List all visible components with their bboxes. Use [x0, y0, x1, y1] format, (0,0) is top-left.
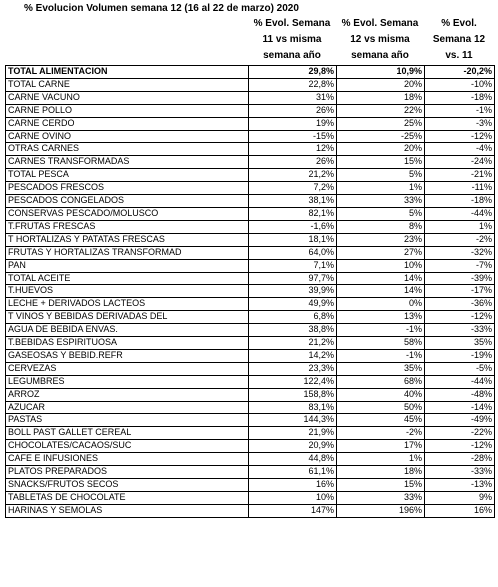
cell-week12: 1% — [337, 453, 425, 466]
cell-delta: -39% — [425, 272, 495, 285]
cell-week11: 82,1% — [249, 207, 337, 220]
row-label: CONSERVAS PESCADO/MOLUSCO — [6, 207, 249, 220]
header-line: 12 vs misma — [350, 34, 410, 45]
table-row — [6, 401, 495, 414]
cell-week11: 7,1% — [249, 259, 337, 272]
cell-week12: 22% — [337, 104, 425, 117]
header-line: % Evol. — [441, 18, 477, 29]
table-row — [6, 375, 495, 388]
header-line: semana año — [351, 50, 409, 61]
cell-delta: -24% — [425, 156, 495, 169]
cell-delta: -20,2% — [425, 66, 495, 79]
row-label: T HORTALIZAS Y PATATAS FRESCAS — [6, 233, 249, 246]
row-label: CERVEZAS — [6, 362, 249, 375]
cell-week12: 10,9% — [337, 66, 425, 79]
cell-week11: 97,7% — [249, 272, 337, 285]
row-label: AGUA DE BEBIDA ENVAS. — [6, 324, 249, 337]
table-row — [6, 195, 495, 208]
row-label: BOLL PAST GALLET CEREAL — [6, 427, 249, 440]
table-row — [6, 143, 495, 156]
cell-delta: -17% — [425, 285, 495, 298]
cell-week11: 23,3% — [249, 362, 337, 375]
cell-week12: -1% — [337, 324, 425, 337]
table-row — [6, 78, 495, 91]
row-label: OTRAS CARNES — [6, 143, 249, 156]
cell-week11: 14,2% — [249, 349, 337, 362]
row-label: TABLETAS DE CHOCOLATE — [6, 491, 249, 504]
table-row — [6, 298, 495, 311]
row-label: PASTAS — [6, 414, 249, 427]
row-label: TOTAL PESCA — [6, 169, 249, 182]
row-label: T VINOS Y BEBIDAS DERIVADAS DEL — [6, 311, 249, 324]
table-row — [6, 207, 495, 220]
cell-week11: 49,9% — [249, 298, 337, 311]
cell-delta: -22% — [425, 427, 495, 440]
column-header-1 — [248, 16, 336, 64]
table-row — [6, 285, 495, 298]
cell-delta: -44% — [425, 375, 495, 388]
cell-week12: 15% — [337, 156, 425, 169]
cell-delta: 16% — [425, 504, 495, 517]
cell-week12: 8% — [337, 220, 425, 233]
cell-week12: 14% — [337, 285, 425, 298]
cell-week12: 5% — [337, 207, 425, 220]
cell-week12: 17% — [337, 440, 425, 453]
cell-week12: 1% — [337, 182, 425, 195]
header-line: vs. 11 — [445, 50, 473, 61]
cell-delta: -4% — [425, 143, 495, 156]
cell-week11: 19% — [249, 117, 337, 130]
row-label: SNACKS/FRUTOS SECOS — [6, 479, 249, 492]
cell-week11: 83,1% — [249, 401, 337, 414]
row-label: LEGUMBRES — [6, 375, 249, 388]
row-label: FRUTAS Y HORTALIZAS TRANSFORMAD — [6, 246, 249, 259]
cell-delta: -18% — [425, 91, 495, 104]
cell-week12: 5% — [337, 169, 425, 182]
cell-week11: 12% — [249, 143, 337, 156]
table-row — [6, 91, 495, 104]
cell-delta: -33% — [425, 466, 495, 479]
row-label: T.FRUTAS FRESCAS — [6, 220, 249, 233]
cell-week11: 7,2% — [249, 182, 337, 195]
cell-delta: -1% — [425, 104, 495, 117]
cell-week12: -1% — [337, 349, 425, 362]
table-body — [6, 66, 495, 518]
cell-delta: -11% — [425, 182, 495, 195]
report-title: % Evolucion Volumen semana 12 (16 al 22 de marzo) 2020 — [24, 3, 299, 14]
row-label: CARNE POLLO — [6, 104, 249, 117]
cell-week12: 23% — [337, 233, 425, 246]
table-row — [6, 156, 495, 169]
cell-week12: 58% — [337, 337, 425, 350]
cell-delta: -10% — [425, 78, 495, 91]
cell-week12: 33% — [337, 491, 425, 504]
cell-delta: -44% — [425, 207, 495, 220]
header-line: % Evol. Semana — [341, 18, 419, 29]
cell-delta: -3% — [425, 117, 495, 130]
cell-week12: 35% — [337, 362, 425, 375]
header-line: semana año — [263, 50, 321, 61]
cell-delta: -13% — [425, 479, 495, 492]
cell-week11: 10% — [249, 491, 337, 504]
cell-week11: 21,2% — [249, 169, 337, 182]
table-row — [6, 479, 495, 492]
cell-week11: 144,3% — [249, 414, 337, 427]
cell-week12: 10% — [337, 259, 425, 272]
cell-week12: 45% — [337, 414, 425, 427]
table-row — [6, 117, 495, 130]
cell-delta: -12% — [425, 311, 495, 324]
table-row — [6, 466, 495, 479]
row-label: HARINAS Y SEMOLAS — [6, 504, 249, 517]
table-row — [6, 220, 495, 233]
table-row — [6, 337, 495, 350]
row-label: T.HUEVOS — [6, 285, 249, 298]
cell-delta: -19% — [425, 349, 495, 362]
row-label: CHOCOLATES/CACAOS/SUC — [6, 440, 249, 453]
table-row — [6, 311, 495, 324]
row-label: PLATOS PREPARADOS — [6, 466, 249, 479]
cell-delta: -7% — [425, 259, 495, 272]
column-header-2 — [336, 16, 424, 64]
table-row — [6, 246, 495, 259]
cell-week11: 61,1% — [249, 466, 337, 479]
cell-week12: -25% — [337, 130, 425, 143]
cell-week11: 39,9% — [249, 285, 337, 298]
cell-delta: -2% — [425, 233, 495, 246]
cell-week12: 68% — [337, 375, 425, 388]
row-label: GASEOSAS Y BEBID.REFR — [6, 349, 249, 362]
row-label: LECHE + DERIVADOS LACTEOS — [6, 298, 249, 311]
table-row — [6, 362, 495, 375]
cell-week11: 38,8% — [249, 324, 337, 337]
cell-week11: 158,8% — [249, 388, 337, 401]
table-row — [6, 427, 495, 440]
cell-delta: -33% — [425, 324, 495, 337]
cell-week12: 50% — [337, 401, 425, 414]
row-label: TOTAL ACEITE — [6, 272, 249, 285]
cell-week12: 196% — [337, 504, 425, 517]
cell-week12: 40% — [337, 388, 425, 401]
cell-delta: -12% — [425, 130, 495, 143]
cell-week12: 13% — [337, 311, 425, 324]
cell-week11: 6,8% — [249, 311, 337, 324]
cell-delta: -14% — [425, 401, 495, 414]
cell-delta: -48% — [425, 388, 495, 401]
cell-delta: -28% — [425, 453, 495, 466]
table-row — [6, 169, 495, 182]
table-row — [6, 272, 495, 285]
table-row — [6, 182, 495, 195]
row-label: CAFE E INFUSIONES — [6, 453, 249, 466]
cell-delta: -32% — [425, 246, 495, 259]
cell-delta: 1% — [425, 220, 495, 233]
table-row — [6, 440, 495, 453]
table-row — [6, 414, 495, 427]
cell-delta: -21% — [425, 169, 495, 182]
row-label: PAN — [6, 259, 249, 272]
cell-week11: 64,0% — [249, 246, 337, 259]
table-row — [6, 491, 495, 504]
row-label: AZUCAR — [6, 401, 249, 414]
table-row — [6, 66, 495, 79]
cell-week11: 16% — [249, 479, 337, 492]
row-label: ARROZ — [6, 388, 249, 401]
row-label: TOTAL ALIMENTACION — [6, 66, 249, 79]
table-row — [6, 349, 495, 362]
cell-week12: 25% — [337, 117, 425, 130]
cell-week11: 122,4% — [249, 375, 337, 388]
table-row — [6, 130, 495, 143]
cell-week12: 0% — [337, 298, 425, 311]
cell-week11: 44,8% — [249, 453, 337, 466]
cell-delta: -5% — [425, 362, 495, 375]
column-header-3 — [424, 16, 494, 64]
cell-week11: 29,8% — [249, 66, 337, 79]
table-row — [6, 388, 495, 401]
row-label: T.BEBIDAS ESPIRITUOSA — [6, 337, 249, 350]
header-line: Semana 12 — [432, 34, 486, 45]
volume-table — [5, 65, 495, 518]
cell-delta: -49% — [425, 414, 495, 427]
cell-week12: 20% — [337, 78, 425, 91]
cell-delta: -36% — [425, 298, 495, 311]
header-line: % Evol. Semana — [253, 18, 331, 29]
table-row — [6, 324, 495, 337]
cell-week12: 33% — [337, 195, 425, 208]
cell-week11: 38,1% — [249, 195, 337, 208]
table-row — [6, 233, 495, 246]
table-row — [6, 453, 495, 466]
row-label: CARNE VACUNO — [6, 91, 249, 104]
row-label: CARNES TRANSFORMADAS — [6, 156, 249, 169]
cell-week11: 20,9% — [249, 440, 337, 453]
row-label: CARNE CERDO — [6, 117, 249, 130]
cell-week11: 18,1% — [249, 233, 337, 246]
cell-week11: 26% — [249, 104, 337, 117]
cell-week11: 26% — [249, 156, 337, 169]
row-label: TOTAL CARNE — [6, 78, 249, 91]
cell-week11: 31% — [249, 91, 337, 104]
table-row — [6, 504, 495, 517]
row-label: CARNE OVINO — [6, 130, 249, 143]
header-line: 11 vs misma — [262, 34, 322, 45]
row-label: PESCADOS CONGELADOS — [6, 195, 249, 208]
cell-week12: -2% — [337, 427, 425, 440]
cell-week11: -15% — [249, 130, 337, 143]
cell-week11: -1,6% — [249, 220, 337, 233]
cell-week12: 20% — [337, 143, 425, 156]
cell-week12: 14% — [337, 272, 425, 285]
row-label: PESCADOS FRESCOS — [6, 182, 249, 195]
cell-week12: 18% — [337, 91, 425, 104]
cell-delta: -18% — [425, 195, 495, 208]
table-row — [6, 259, 495, 272]
cell-week12: 15% — [337, 479, 425, 492]
cell-week11: 21,9% — [249, 427, 337, 440]
cell-week12: 27% — [337, 246, 425, 259]
cell-week11: 147% — [249, 504, 337, 517]
cell-delta: 35% — [425, 337, 495, 350]
cell-week12: 18% — [337, 466, 425, 479]
cell-week11: 22,8% — [249, 78, 337, 91]
cell-week11: 21,2% — [249, 337, 337, 350]
cell-delta: -12% — [425, 440, 495, 453]
cell-delta: 9% — [425, 491, 495, 504]
table-row — [6, 104, 495, 117]
